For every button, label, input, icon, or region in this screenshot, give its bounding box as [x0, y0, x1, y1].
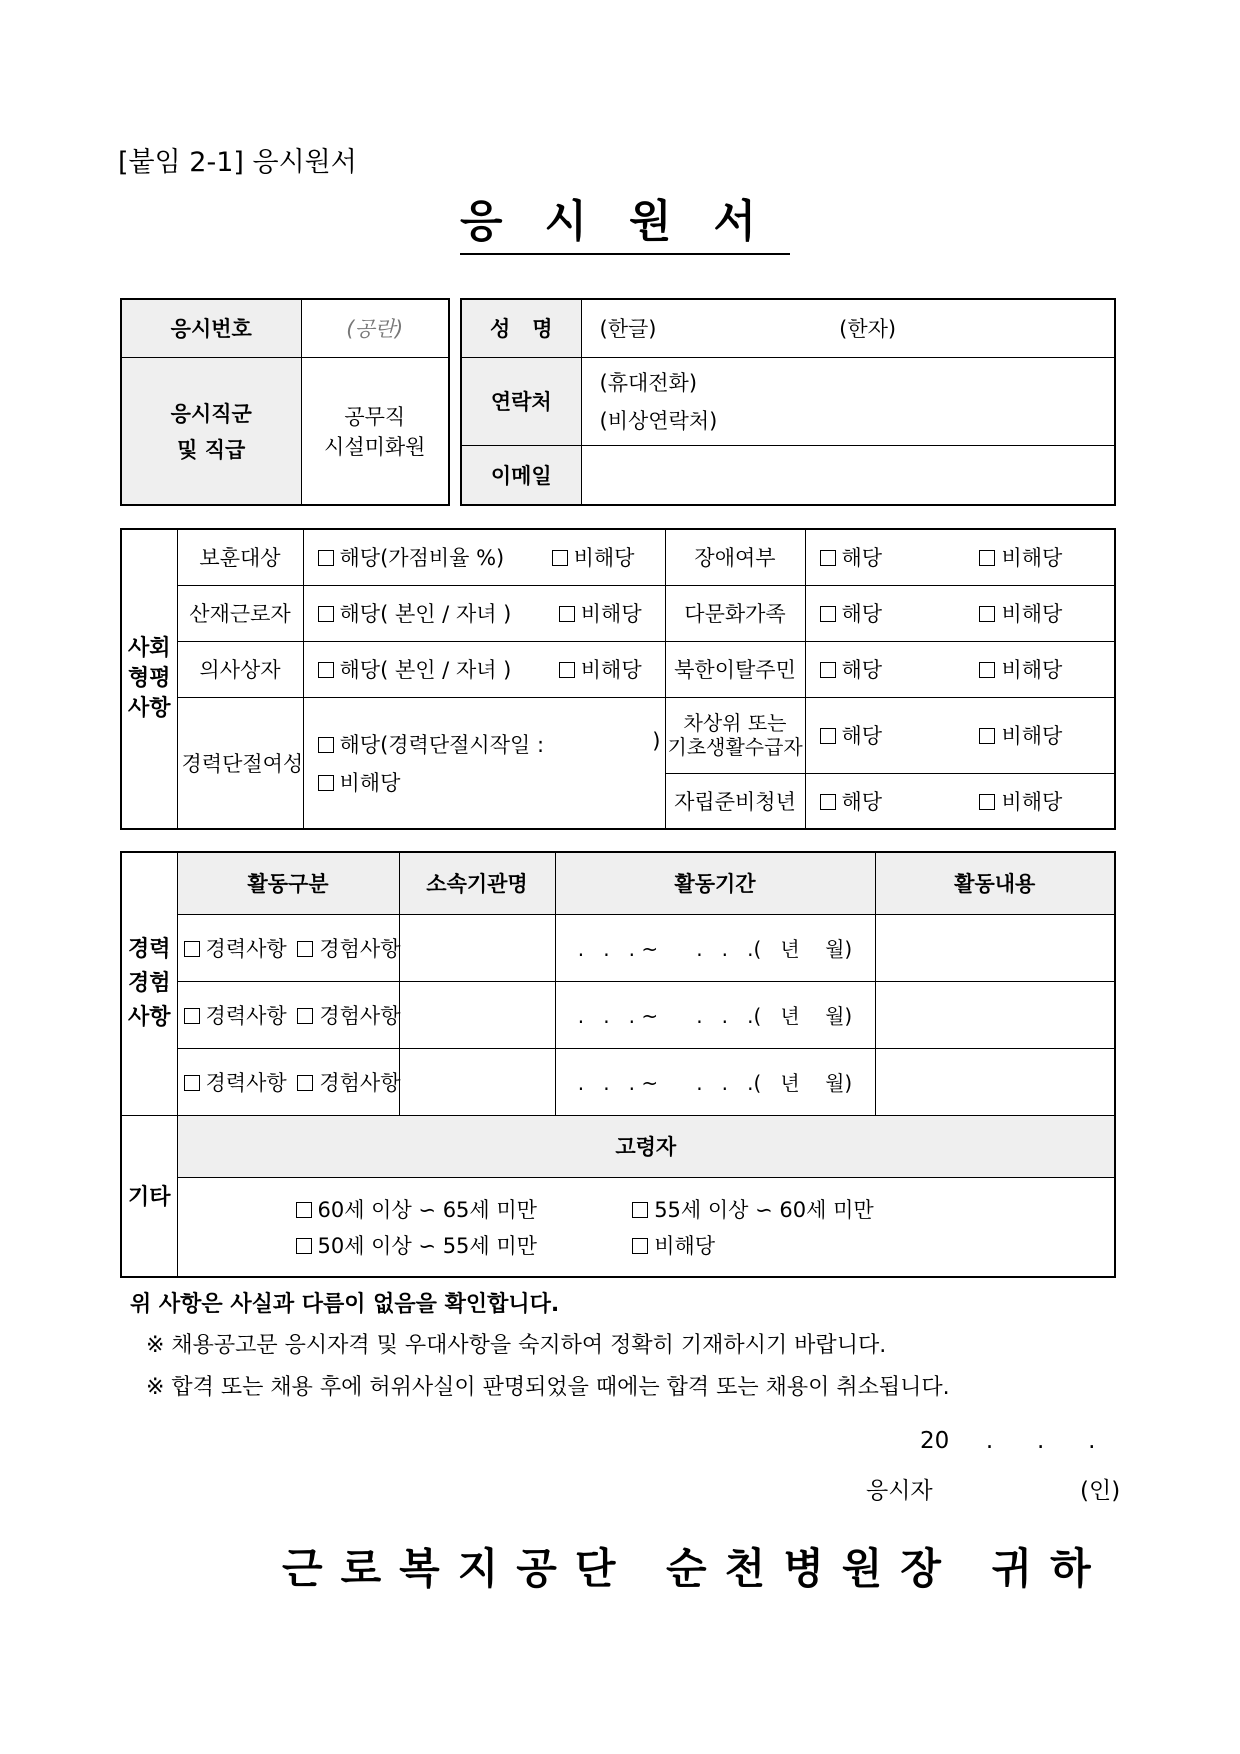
- industrial-yes-text: 해당( 본인 / 자녀 ): [339, 602, 512, 626]
- youth-options: [805, 773, 1115, 829]
- seal-mark[interactable]: (인): [1080, 1478, 1121, 1504]
- veteran-yes-text: 해당(가점비율 %): [339, 546, 505, 571]
- elderly-55-60-text: 55세 이상 ∽ 60세 미만: [654, 1197, 874, 1222]
- multicultural-yes-checkbox[interactable]: [820, 606, 836, 622]
- organization-cell[interactable]: [399, 1048, 555, 1115]
- table-row: [121, 1048, 1115, 1115]
- period-cell[interactable]: . . . ~ . . .( 년 월): [555, 914, 875, 981]
- career-option-text: 경력사항: [205, 1003, 287, 1028]
- experience-option-text: 경험사항: [319, 1003, 401, 1028]
- elderly-header: 고령자: [177, 1115, 1115, 1177]
- elderly-55-60-checkbox[interactable]: [632, 1202, 648, 1218]
- defector-no-text: 비해당: [1001, 658, 1063, 682]
- industrial-worker-options: [303, 585, 665, 641]
- elderly-60-65-checkbox[interactable]: [296, 1202, 312, 1218]
- disability-label: 장애여부: [665, 529, 805, 585]
- page-title: 응시원서: [460, 185, 790, 255]
- elderly-60-65-text: 60세 이상 ∽ 65세 미만: [317, 1197, 537, 1222]
- defector-options: [805, 641, 1115, 697]
- header-description: 활동내용: [875, 852, 1115, 914]
- activity-type-cell: [177, 981, 399, 1048]
- multicultural-no-text: 비해당: [1001, 602, 1063, 626]
- career-table: [120, 851, 1116, 1278]
- defector-yes-text: 해당: [841, 658, 883, 682]
- righteous-yes-checkbox[interactable]: [318, 662, 334, 678]
- righteous-no-checkbox[interactable]: [559, 662, 575, 678]
- defector-yes-checkbox[interactable]: [820, 662, 836, 678]
- career-break-yes-checkbox[interactable]: [318, 737, 334, 753]
- exam-number-value[interactable]: (공란): [301, 299, 449, 357]
- career-checkbox[interactable]: [184, 941, 200, 957]
- addressee: 근로복지공단 순천병원장 귀하: [282, 1544, 1109, 1593]
- career-break-no-text: 비해당: [339, 770, 401, 795]
- veteran-label: 보훈대상: [177, 529, 303, 585]
- career-checkbox[interactable]: [184, 1008, 200, 1024]
- multicultural-label: 다문화가족: [665, 585, 805, 641]
- disability-no-text: 비해당: [1001, 546, 1063, 571]
- social-equity-table: [120, 528, 1116, 830]
- name-field[interactable]: [581, 299, 1115, 357]
- attachment-label: [붙임 2-1] 응시원서: [118, 147, 357, 178]
- experience-checkbox[interactable]: [297, 1008, 313, 1024]
- low-income-no-checkbox[interactable]: [979, 728, 995, 744]
- confirmation-statement: 위 사항은 사실과 다름이 없음을 확인합니다.: [130, 1292, 560, 1317]
- career-section-label: 경력 경험 사항: [121, 852, 177, 1115]
- low-income-label: [665, 697, 805, 773]
- name-label: 성 명: [461, 299, 581, 357]
- veteran-no-text: 비해당: [573, 546, 635, 571]
- experience-checkbox[interactable]: [297, 1075, 313, 1091]
- career-break-close: ): [652, 728, 661, 753]
- contact-mobile-label: (휴대전화): [599, 371, 698, 395]
- low-income-label-line1: 차상위 또는: [683, 711, 787, 735]
- contact-emergency-label: (비상연락처): [599, 409, 718, 433]
- period-cell[interactable]: . . . ~ . . .( 년 월): [555, 1048, 875, 1115]
- career-option-text: 경력사항: [205, 1070, 287, 1095]
- job-label-line2: 및 직급: [177, 437, 246, 462]
- low-income-yes-text: 해당: [841, 724, 883, 748]
- experience-option-text: 경험사항: [319, 936, 401, 961]
- activity-type-cell: [177, 1048, 399, 1115]
- industrial-worker-label: 산재근로자: [177, 585, 303, 641]
- period-cell[interactable]: . . . ~ . . .( 년 월): [555, 981, 875, 1048]
- elderly-none-checkbox[interactable]: [632, 1238, 648, 1254]
- elderly-options: [177, 1177, 1115, 1277]
- contact-label: 연락처: [461, 357, 581, 445]
- righteous-yes-text: 해당( 본인 / 자녀 ): [339, 658, 512, 682]
- multicultural-no-checkbox[interactable]: [979, 606, 995, 622]
- job-category-label: [121, 357, 301, 505]
- defector-label: 북한이탈주민: [665, 641, 805, 697]
- description-cell[interactable]: [875, 981, 1115, 1048]
- elderly-50-55-text: 50세 이상 ∽ 55세 미만: [317, 1233, 537, 1258]
- career-break-no-checkbox[interactable]: [318, 775, 334, 791]
- header-period: 활동기간: [555, 852, 875, 914]
- career-option-text: 경력사항: [205, 936, 287, 961]
- table-row: [121, 914, 1115, 981]
- veteran-no-checkbox[interactable]: [552, 550, 568, 566]
- low-income-options: [805, 697, 1115, 773]
- veteran-options: [303, 529, 665, 585]
- righteous-casualty-label: 의사상자: [177, 641, 303, 697]
- disability-options: [805, 529, 1115, 585]
- contact-field[interactable]: [581, 357, 1115, 445]
- other-section-label: 기타: [121, 1115, 177, 1277]
- note-qualifications: ※ 채용공고문 응시자격 및 우대사항을 숙지하여 정확히 기재하시기 바랍니다.: [146, 1333, 887, 1358]
- experience-option-text: 경험사항: [319, 1070, 401, 1095]
- elderly-50-55-checkbox[interactable]: [296, 1238, 312, 1254]
- industrial-yes-checkbox[interactable]: [318, 606, 334, 622]
- low-income-label-line2: 기초생활수급자: [667, 735, 803, 759]
- career-checkbox[interactable]: [184, 1075, 200, 1091]
- personal-info-table: [460, 298, 1116, 506]
- career-break-label: 경력단절여성: [177, 697, 303, 829]
- low-income-no-text: 비해당: [1001, 724, 1063, 748]
- job-category-value: [301, 357, 449, 505]
- description-cell[interactable]: [875, 914, 1115, 981]
- organization-cell[interactable]: [399, 914, 555, 981]
- youth-yes-text: 해당: [841, 789, 883, 814]
- youth-label: 자립준비청년: [665, 773, 805, 829]
- youth-no-text: 비해당: [1001, 789, 1063, 814]
- exam-number-label: 응시번호: [121, 299, 301, 357]
- email-label: 이메일: [461, 445, 581, 505]
- note-cancellation: ※ 합격 또는 채용 후에 허위사실이 판명되었을 때에는 합격 또는 채용이 취소됩니다.: [146, 1375, 950, 1400]
- table-row: [121, 981, 1115, 1048]
- youth-no-checkbox[interactable]: [979, 794, 995, 810]
- low-income-yes-checkbox[interactable]: [820, 728, 836, 744]
- activity-type-cell: [177, 914, 399, 981]
- exam-info-table: [120, 298, 450, 506]
- name-korean-label: (한글): [599, 317, 657, 342]
- applicant-label: 응시자: [866, 1478, 933, 1504]
- disability-yes-text: 해당: [841, 546, 883, 571]
- veteran-yes-checkbox[interactable]: [318, 550, 334, 566]
- disability-yes-checkbox[interactable]: [820, 550, 836, 566]
- job-label-line1: 응시직군: [170, 401, 252, 426]
- social-section-label: 사회 형평 사항: [121, 529, 177, 829]
- header-activity-type: 활동구분: [177, 852, 399, 914]
- name-hanja-label: (한자): [839, 317, 897, 342]
- header-organization: 소속기관명: [399, 852, 555, 914]
- job-value-line2: 시설미화원: [324, 434, 426, 459]
- job-value-line1: 공무직: [344, 404, 406, 429]
- righteous-casualty-options: [303, 641, 665, 697]
- disability-no-checkbox[interactable]: [979, 550, 995, 566]
- multicultural-options: [805, 585, 1115, 641]
- defector-no-checkbox[interactable]: [979, 662, 995, 678]
- industrial-no-text: 비해당: [580, 602, 642, 626]
- description-cell[interactable]: [875, 1048, 1115, 1115]
- career-break-yes-text: 해당(경력단절시작일 :: [339, 732, 545, 757]
- career-break-options: [303, 697, 665, 829]
- organization-cell[interactable]: [399, 981, 555, 1048]
- industrial-no-checkbox[interactable]: [559, 606, 575, 622]
- multicultural-yes-text: 해당: [841, 602, 883, 626]
- email-field[interactable]: [581, 445, 1115, 505]
- date-line[interactable]: 20 . . .: [920, 1428, 1096, 1454]
- experience-checkbox[interactable]: [297, 941, 313, 957]
- righteous-no-text: 비해당: [580, 658, 642, 682]
- youth-yes-checkbox[interactable]: [820, 794, 836, 810]
- elderly-none-text: 비해당: [654, 1233, 716, 1258]
